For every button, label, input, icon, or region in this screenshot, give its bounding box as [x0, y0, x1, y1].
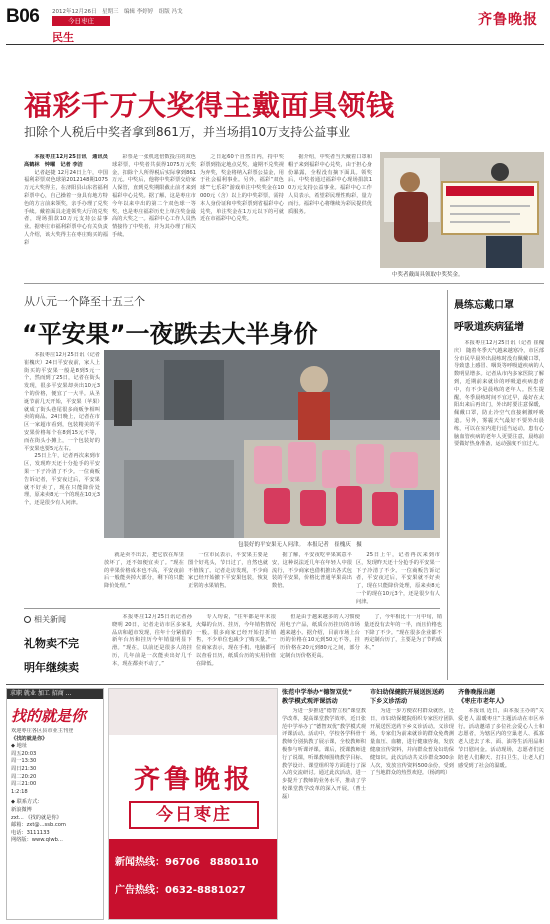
second-column-6: [356, 552, 440, 604]
ad-hotline1: 96706 8880110: [165, 857, 259, 868]
lead-column-4: [288, 154, 372, 270]
section-name: 民生: [52, 31, 74, 44]
classified-logo: 找的就是你: [11, 707, 87, 725]
far-right-headline-1: 齐鲁晚报出题: [458, 689, 496, 696]
right-bottom-headline-2: 下乡义诊活动: [370, 698, 408, 705]
lead-byline: 本报枣庄12月25日讯 通讯员 高鹤林 钟曜 记者 李洁: [24, 154, 108, 168]
classified-phone: 1:2:18: [11, 788, 28, 795]
far-right-bottom-story: [458, 688, 544, 920]
sidebar-vrule: [447, 290, 448, 680]
second-col4-text: 一位市民表示，平安果主要是图个好兆头，节日过了，自然也就不值钱了。记者走访发现，不少商家已经开始撤下平安果包装，恢复正常的水果销售。: [188, 552, 268, 590]
classified-line-1: 周一13:30: [11, 758, 37, 765]
classified-tel: 3111133: [26, 829, 50, 836]
related-title-2: 明年继续卖: [24, 661, 79, 674]
second-col3-text: 就是卖不出去，把它放在库里放坏了，还不如便宜卖了。“现在的苹果价格成本也不高，平安夜前后一般能卖掉大部分，剩下的只能降价处理。”: [104, 552, 184, 590]
related-title-1: 礼物卖不完: [24, 637, 79, 650]
ad-logo: 齐鲁晚报: [133, 765, 254, 795]
masthead-logo: 齐鲁晚报: [478, 12, 538, 28]
classified-line-0: 周五20:03: [11, 750, 37, 757]
ad-title: 今日枣庄: [129, 801, 259, 829]
lead-subhead: 扣除个人税后中奖者拿到861万，并当场捐10万支持公益事业: [24, 125, 351, 139]
bottom-column-4: [364, 614, 442, 680]
second-col6-text: 25日上午，记者再次来到市区，发现昨天还十分抢手的平安果一下子冷清了不少。一位商贩告诉记者，平安夜过后，平安果就不好卖了，现在只能降价处理，原来卖8元一个的现在10元3个，还是很少有人问津。: [356, 552, 440, 604]
ad-hotline1-label: 新闻热线：: [115, 857, 165, 868]
lead-photo-caption: 中奖者戴面具领取中奖奖金。: [392, 272, 464, 278]
bottom-column-1: [112, 614, 192, 680]
right-bottom-story: [370, 688, 454, 920]
mid-bottom-body: 为进一步推进“德智立校”课堂教学改革，提高课堂教学效率，近日张范中学举办了“德智双优”教学模式观评课活动。活动中，学校各学科骨干教师分别执教了展示课，全校教师积极参与听课评课。课后，授课教师进行了说课，听课教师围绕教学目标、教学设计、课堂组织等方面进行了深入的交流研讨。通过此次活动，进一步提升了教师的业务水平，推动了学校课堂教学改革的深入开展。（曹士磊）: [282, 708, 366, 800]
second-column-1: [24, 352, 100, 542]
second-headline: “平安果”一夜跌去大半身价: [22, 320, 318, 348]
classified-line-4: 周三21:00: [11, 781, 37, 788]
related-label: 相关新闻: [24, 614, 106, 625]
lead-photo: [380, 152, 544, 268]
divider-lead: [24, 283, 544, 284]
lead-col4-text: 据介绍，中奖者当天戴着口罩和帽子来到福彩中心兑奖，由于担心身份暴露，全程没有摘下面具。领奖后，中奖者通过福彩中心现场捐款10万元支持公益事业。福彩中心工作人员表示，希望彩民理性购彩，量力而行。福彩中心将继续为彩民提供优质服务。: [288, 154, 372, 215]
divider-second: [24, 608, 440, 609]
bottom-col2-text: 专人均说，“往年都是年末很火爆的台历、挂历，今年销售情况一般。很多商家已经开始打折销售，不少单位也减少了购买量。”一位商家表示，现在手机、电脑都可以查看日历，纸质台历的实用价值在降低。: [196, 614, 276, 667]
ad-hotline2: 0632-8881027: [165, 885, 246, 896]
bottom-col3-text: 但是由于越来越多的人习惯使用电子产品，纸质台历挂历的市场越来越小。据介绍，目前市场上台历的价格在10元到50元不等，挂历价格在20元到80元之间，部分定制台历价格更高。: [280, 614, 360, 659]
sidebar-body-text: 本报枣庄12月25日讯（记者 崔槐庆） 随着冬季天气越来越寒冷，市区部分市民早晨外出晨练时没有佩戴口罩，导致患上感冒、咽炎等呼吸道疾病的人数明显增多。记者从市内多家医院了解到，近期前来就诊的呼吸道疾病患者中，有不少是晨练的老年人。医生提醒，冬季晨练时间不宜过早，最好在太阳出来后再出门，外出时要注意保暖，佩戴口罩，防止冷空气直接刺激呼吸道。另外，雾霾天气最好不要外出晨练，可以在室内进行适当运动。患有心脑血管疾病的老年人更要注意，晨练前要做好热身准备，运动强度不宜过大。: [454, 340, 544, 448]
mid-bottom-story: [282, 688, 366, 920]
classified-top-tab: 求职 就业 加工 招商 ...: [7, 689, 103, 699]
classified-slogan: 《找的就是你》: [11, 735, 48, 742]
second-kicker: 从八元一个降至十五三个: [24, 295, 145, 308]
lead-col2-text: 彩票是一张机选倍数投注的双色球彩票，中奖者共获得1075万元奖金，扣除个人所得税后实际拿到861万元。中奖后，他将中奖彩票交给家人保管，直到兑奖期限截止前才来到福彩中心兑奖。据了解，这是枣庄市今年以来中出的第二个双色球一等奖，也是枣庄福彩历史上单注奖金最高的大奖之一。福彩中心工作人员热情接待了中奖者，并为其办理了相关手续。: [112, 154, 196, 238]
right-bottom-body: 为进一步方便农村群众就医，近日，市妇幼保健院组织专家医疗团队开展送医送药下乡义诊活动。义诊现场，专家们为前来就诊的群众免费测量血压、血糖，进行健康咨询，发放健康宣传资料，并向群众普及妇幼保健知识。此次活动共义诊群众300余人次，发放宣传资料500余份，受到了当地群众的热烈欢迎。（杨鸿鸣）: [370, 708, 454, 777]
lead-col3-text: 之日起60个自然日内，持中奖彩票到指定地点兑奖，逾期不兑奖视为弃奖，奖金将纳入彩票公益金，用于社会福利事业。另外，福彩“双色球”“七乐彩”游戏单注中奖奖金在10000元（含）以上的中奖彩票，需持本人身份证和中奖彩票到省福彩中心兑奖，单注奖金在1万元以下的可就近在市福彩中心兑奖。: [200, 154, 284, 223]
second-column-5: [272, 552, 352, 604]
classified-web2: zxt... 《找的就是你》: [11, 814, 62, 821]
mid-bottom-headline-1: 张范中学举办“德智双优”: [282, 689, 353, 696]
related-box: [24, 614, 106, 682]
classified-ad: [6, 688, 104, 920]
classified-email-label: 邮箱：: [11, 822, 27, 829]
related-icon: [24, 616, 31, 623]
lead-column-1: [24, 154, 108, 270]
divider-bottom: [6, 684, 544, 685]
classified-email: zxt@...ssb.com: [26, 822, 66, 829]
second-photo: [104, 350, 440, 538]
far-right-headline-2: 《枣庄市老年人》: [458, 698, 508, 705]
sidebar-headline-2: 呼吸道疾病猛增: [454, 322, 524, 333]
second-col1-text: 本报枣庄12月25日讯（记者 崔槐庆）24日平安夜前，家人上街买的平安果一般是8到5元一个，然而到了25日，记者在街头发现，很多平安果却卖出10元3个的价格，便宜了一大半。从圣诞节前几天开始，平安果（苹果）就成了街头巷尾很多商贩争相叫卖的商品。24日晚上，记者在市区一家超市看到，包装精美的平安果价格每个在8到15元不等，而在街头小摊上，一个包装好的平安果也要5元左右。: [24, 352, 100, 452]
right-bottom-headline-1: 市妇幼保健院开展送医送药: [370, 689, 445, 696]
classified-tips: ◆ 联系方式：: [11, 799, 43, 806]
bottom-col1-text: 本报枣庄12月25日讯记者孙晓明 ​20日，记者走访市区多家礼品店和超市发现，往年十分紧俏的新年台历和挂历今年销量明显下滑。“现在，以前还是很多人的挂历，几年前是一次能卖出好几千本，现在都卖不动了。”: [112, 614, 192, 667]
far-right-body: 本报讯 近日，由本报主办的“关爱老人 温暖枣庄”主题活动在市区举行。活动邀请了多位社会爱心人士和志愿者，为辖区内的空巢老人、孤寡老人送去了米、面、油等生活用品和节日慰问金。活动现场，志愿者们还陪老人们聊天、打扫卫生，让老人们感受到了社会的温暖。: [458, 708, 544, 769]
classified-welcome: 欢迎枣庄各区县市业主刊登: [11, 728, 74, 734]
classified-line-2: 周日21:30: [11, 765, 37, 772]
second-col5-text: 据了解，平安夜吃苹果寓意平安，这种说法近几年在年轻人中很流行，不少商家也借机推出各式包装的平安果，价格比普通苹果高出数倍。: [272, 552, 352, 590]
second-col2-text: 25日上午，记者再次来到市区，发现昨天还十分抢手的平安果一下子冷清了不少。一位商贩告诉记者，平安夜过后，平安果就不好卖了，现在只能降价处理，原来卖8元一个的现在10元3个，还是很少有人问津。: [24, 453, 100, 507]
classified-address: 网络版：www.qlwb...: [11, 837, 63, 844]
lead-column-2: [112, 154, 196, 270]
header-rule: [6, 44, 544, 45]
classified-tel-label: 电话：: [11, 829, 27, 836]
second-column-4: [188, 552, 268, 604]
sidebar-body: [454, 340, 544, 676]
lead-headline: 福彩千万大奖得主戴面具领钱: [24, 89, 395, 122]
second-column-3: [104, 552, 184, 604]
mid-bottom-headline-2: 教学模式观评课活动: [282, 698, 338, 705]
second-photo-caption: 包装好的平安果无人问津。 本报记者 崔槐庆 摄: [238, 542, 362, 548]
lead-column-3: [200, 154, 284, 270]
bottom-column-3: [280, 614, 360, 680]
bottom-column-2: [196, 614, 276, 680]
classified-line-3: 周二20:20: [11, 773, 37, 780]
ad-hotline2-label: 广告热线：: [115, 885, 165, 896]
classified-contact-label: ◆ 地址: [11, 743, 28, 750]
sidebar-headline-1: 晨练忘戴口罩: [454, 300, 514, 311]
lead-col1-text: 记者赵捷 12月24日上午，中国福利彩票双色球第2012148期1075万元大奖得主，在济阳县山东省福利彩票中心，自己操着一身具有地方特色的方言前来领奖，亲手办理了兑奖手续。戴着面具走进领奖大厅的兑奖者，现场捐款10万元支持公益事业。据枣庄市福利彩票中心有关负责人介绍，该大奖得主在枣庄购买的福彩: [24, 169, 108, 246]
newspaper-ad: [108, 688, 278, 920]
page-number: B06: [6, 6, 40, 27]
section-tab: 今日枣庄: [52, 16, 110, 26]
bottom-col4-text: 了，今年相比十一月中旬，销量还没有去年的一半，而且价格也下降了不少。“现在很多企业都不再定制台历了，主要是为了节约成本。”: [364, 614, 442, 652]
classified-web: 新浪微博: [11, 806, 32, 813]
date-line: 2012年12月26日 星期三 编辑 李婷婷 组版 冯戈: [52, 9, 183, 15]
